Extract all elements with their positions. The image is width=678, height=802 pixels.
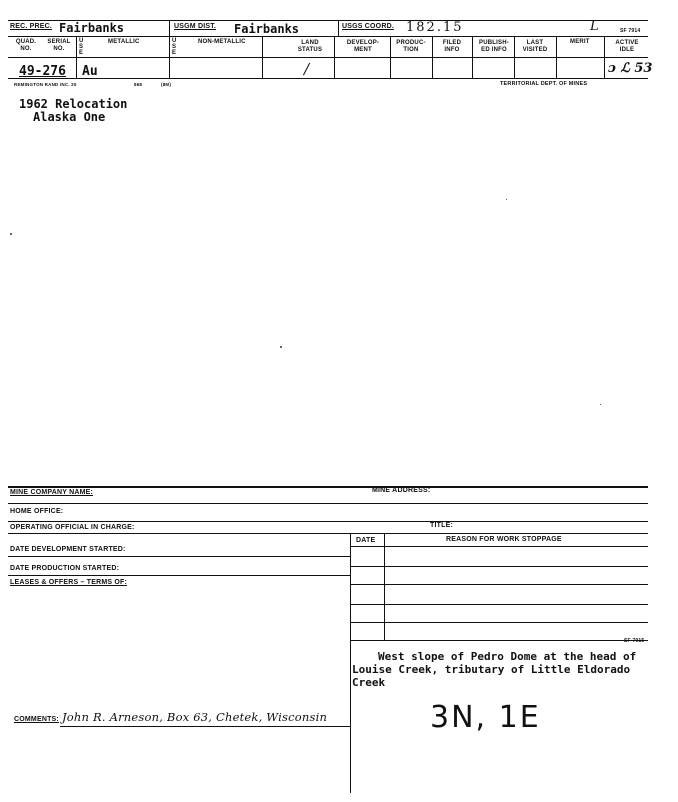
date-col-label: DATE <box>356 537 376 544</box>
leases-label: LEASES & OFFERS – TERMS OF: <box>10 579 128 586</box>
territorial-dept: TERRITORIAL DEPT. OF MINES <box>500 81 588 87</box>
col-metallic: METALLIC <box>108 39 140 45</box>
usgm-dist-value: Fairbanks <box>234 22 300 36</box>
corner-mark: L <box>590 19 599 34</box>
note-line-2: Alaska One <box>33 110 106 124</box>
row-serial: 49-276 <box>19 64 66 79</box>
col-land-status: LAND STATUS <box>297 40 323 53</box>
reason-col-label: REASON FOR WORK STOPPAGE <box>446 536 562 543</box>
printer-mark: REMINGTON RAND INC. 20 <box>14 82 77 87</box>
usgm-dist-label: USGM DIST. <box>174 23 217 30</box>
mine-address-label: MINE ADDRESS: <box>372 487 431 494</box>
col-development: DEVELOP-MENT <box>346 40 380 53</box>
home-office-label: HOME OFFICE: <box>10 508 64 515</box>
scan-speck <box>280 346 282 348</box>
col-last-visited: LAST VISITED <box>522 40 548 53</box>
usgs-coord-value: 182.15 <box>406 20 464 35</box>
comments-label: COMMENTS: <box>14 716 59 723</box>
code-a: 868 <box>134 82 143 87</box>
scan-speck <box>10 233 12 235</box>
location-line-1: West slope of Pedro Dome at the head of <box>378 650 637 663</box>
row-metallic: Au <box>82 64 98 79</box>
title-label: TITLE: <box>430 522 453 529</box>
scan-speck <box>600 404 601 405</box>
code-b: (8M) <box>161 82 172 87</box>
col-use-2: U S E <box>172 38 177 56</box>
date-prod-started-label: DATE PRODUCTION STARTED: <box>10 565 120 572</box>
note-line-1: 1962 Relocation <box>19 97 128 111</box>
comments-value: John R. Arneson, Box 63, Chetek, Wisconsin <box>62 710 328 724</box>
mine-company-name-label: MINE COMPANY NAME: <box>10 489 94 496</box>
col-active-idle: ACTIVE IDLE <box>615 40 639 53</box>
col-non-metallic: NON-METALLIC <box>198 39 246 45</box>
usgs-coord-label: USGS COORD. <box>342 23 394 30</box>
form-number-2: SF 7915 <box>624 638 645 644</box>
operating-official-label: OPERATING OFFICIAL IN CHARGE: <box>10 524 135 531</box>
rec-prec-label: REC. PREC. <box>10 23 53 30</box>
row-active-idle: ɔ ℒ 53 <box>608 61 653 76</box>
col-production: PRODUC-TION <box>396 40 426 53</box>
col-use-1: U S E <box>79 38 84 56</box>
rec-prec-value: Fairbanks <box>59 21 125 35</box>
date-dev-started-label: DATE DEVELOPMENT STARTED: <box>10 546 126 553</box>
col-filed-info: FILED INFO <box>442 40 462 53</box>
form-number: SF 7914 <box>620 28 641 34</box>
col-published-info: PUBLISH-ED INFO <box>479 40 509 53</box>
col-merit: MERIT <box>570 39 590 45</box>
township-range: 3N, 1E <box>430 700 541 735</box>
location-line-2: Louise Creek, tributary of Little Eldorado <box>352 663 631 676</box>
row-land-status: / <box>304 60 310 78</box>
col-serial-no: SERIAL NO. <box>47 39 71 52</box>
scan-speck <box>506 199 507 200</box>
location-line-3: Creek <box>352 676 386 689</box>
col-quad-no: QUAD. NO. <box>15 39 37 52</box>
